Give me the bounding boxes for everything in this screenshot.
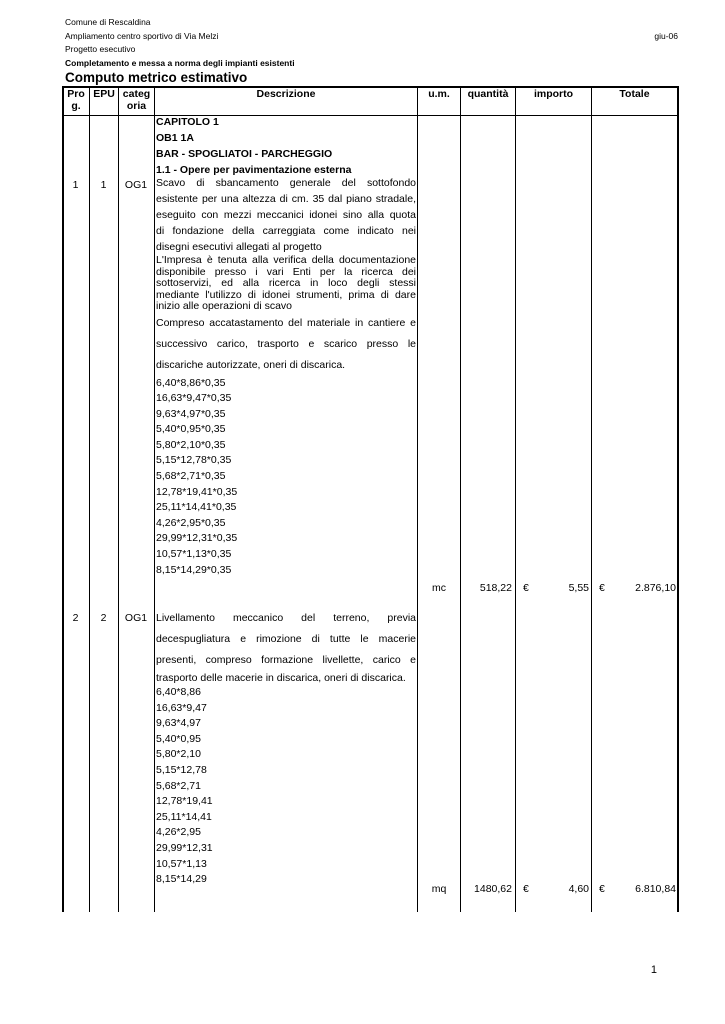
measurement-list — [156, 376, 416, 579]
header-epu: EPU — [93, 88, 115, 100]
item-unit-price: 4,60 — [568, 883, 589, 895]
description-line: Livellamento meccanico del terreno, previa — [156, 612, 416, 624]
item-prog: 1 — [72, 179, 79, 191]
measurement-line: 16,63*9,47 — [156, 701, 207, 714]
description-line: Scavo di sbancamento generale del sottofondo — [156, 177, 416, 189]
measurement-list — [156, 685, 416, 888]
description-line: inizio alle operazioni di scavo — [156, 300, 292, 312]
project-name: Ampliamento centro sportivo di Via Melzi — [65, 31, 219, 41]
description-line: disegni esecutivi allegati al progetto — [156, 241, 322, 253]
description-line: Compreso accatastamento del materiale in cantiere e — [156, 316, 416, 329]
currency-symbol: € — [523, 582, 529, 594]
description-line: mediante l'utilizzo di idonei strumenti, prima di dare — [156, 288, 416, 301]
measurement-line: 29,99*12,31 — [156, 841, 213, 854]
measurement-line: 10,57*1,13 — [156, 857, 207, 870]
measurement-line: 6,40*8,86 — [156, 686, 201, 698]
measurement-line: 5,68*2,71*0,35 — [156, 470, 226, 483]
measurement-line: 16,63*9,47*0,35 — [156, 392, 232, 405]
chapter-name: BAR - SPOGLIATOI - PARCHEGGIO — [156, 148, 333, 160]
measurement-line: 4,26*2,95*0,35 — [156, 516, 226, 529]
measurement-line: 8,15*14,29*0,35 — [156, 563, 232, 576]
measurement-line: 10,57*1,13*0,35 — [156, 548, 232, 561]
item-total: 6.810,84 — [635, 883, 676, 895]
item-unit: mc — [432, 582, 446, 594]
measurement-line: 25,11*14,41*0,35 — [156, 501, 237, 514]
header-importo: importo — [533, 88, 574, 100]
document-subject: Completamento e messa a norma degli impianti esistenti — [65, 58, 295, 68]
description-line: discariche autorizzate, oneri di discarica. — [156, 358, 346, 371]
measurement-line: 8,15*14,29 — [156, 873, 207, 886]
description-line: trasporto delle macerie in discarica, oneri di discarica. — [156, 672, 406, 684]
section-title: 1.1 - Opere per pavimentazione esterna — [156, 164, 352, 176]
estimate-table — [62, 86, 679, 912]
measurement-line: 9,63*4,97 — [156, 717, 201, 730]
item-unit-price: 5,55 — [568, 582, 589, 594]
description-line: decespugliatura e rimozione di tutte le macerie — [156, 633, 416, 645]
measurement-line: 5,15*12,78*0,35 — [156, 454, 232, 467]
currency-symbol: € — [599, 883, 605, 895]
item-epu: 2 — [100, 612, 107, 624]
header-um: u.m. — [428, 88, 450, 100]
description-line: esistente per una altezza di cm. 35 dal piano stradale, — [156, 193, 416, 205]
chapter-title: CAPITOLO 1 — [156, 116, 219, 128]
measurement-line: 12,78*19,41 — [156, 795, 213, 808]
measurement-line: 29,99*12,31*0,35 — [156, 532, 238, 545]
measurement-line: 25,11*14,41 — [156, 810, 212, 823]
measurement-line: 6,40*8,86*0,35 — [156, 376, 226, 389]
document-date: giu-06 — [654, 31, 678, 41]
item-category: OG1 — [124, 179, 148, 191]
header-descrizione: Descrizione — [256, 88, 316, 100]
description-line: sottoservizi, ed alla ricerca in loco degli stessi — [156, 277, 416, 289]
measurement-line: 5,40*0,95*0,35 — [156, 423, 226, 436]
item-description — [156, 608, 416, 888]
currency-symbol: € — [523, 883, 529, 895]
header-categoria: categ oria — [122, 88, 151, 112]
item-unit: mq — [431, 883, 447, 895]
page-number: 1 — [650, 964, 657, 976]
measurement-line: 9,63*4,97*0,35 — [156, 407, 226, 420]
municipality: Comune di Rescaldina — [65, 17, 151, 27]
header-prog: Pro g. — [67, 88, 85, 112]
chapter-code: OB1 1A — [156, 132, 194, 144]
project-phase: Progetto esecutivo — [65, 44, 136, 54]
item-quantity: 1480,62 — [474, 883, 512, 895]
description-line: eseguito con mezzi meccanici idonei sino alla quota — [156, 209, 416, 221]
measurement-line: 5,15*12,78 — [156, 763, 207, 776]
header-quantita: quantità — [467, 88, 509, 100]
item-total: 2.876,10 — [635, 582, 676, 594]
header-totale: Totale — [619, 88, 650, 100]
measurement-line: 5,40*0,95 — [156, 732, 201, 745]
measurement-line: 5,80*2,10*0,35 — [156, 438, 226, 451]
item-epu: 1 — [100, 179, 107, 191]
measurement-line: 5,80*2,10 — [156, 748, 201, 761]
description-line: successivo carico, trasporto e scarico presso le — [156, 337, 416, 350]
description-line: presenti, compreso formazione livellette, carico e — [156, 654, 416, 666]
item-prog: 2 — [72, 612, 79, 624]
description-line: di fondazione della carreggiata come indicato nei — [156, 225, 416, 237]
measurement-line: 4,26*2,95 — [156, 826, 201, 839]
item-quantity: 518,22 — [479, 582, 512, 594]
item-category: OG1 — [124, 612, 148, 624]
page-title: Computo metrico estimativo — [65, 70, 248, 85]
chapter-block — [156, 114, 416, 178]
description-line: L'Impresa è tenuta alla verifica della documentazione — [156, 254, 416, 266]
measurement-line: 12,78*19,41*0,35 — [156, 485, 238, 498]
item-description — [156, 175, 416, 578]
measurement-line: 5,68*2,71 — [156, 779, 201, 792]
currency-symbol: € — [599, 582, 605, 594]
description-line: disponibile presso i vari Enti per la ricerca dei — [156, 265, 416, 278]
